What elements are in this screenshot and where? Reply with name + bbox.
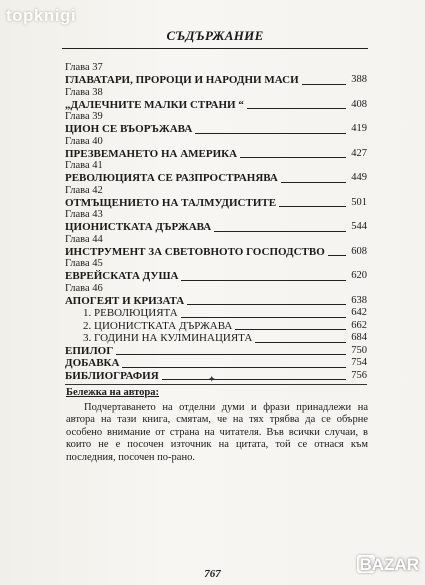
toc-page-number: 501 xyxy=(351,196,367,208)
toc-chapter-label: Глава 38 xyxy=(65,86,103,98)
toc-page-number: 419 xyxy=(351,123,367,134)
toc-leader-line xyxy=(162,379,346,380)
toc-entry xyxy=(65,270,367,283)
author-note-title: Бележка на автора: xyxy=(66,387,159,398)
toc-page-number: 750 xyxy=(351,344,367,356)
toc-leader-line xyxy=(122,367,346,368)
toc-entry-title: ГЛАВАТАРИ, ПРОРОЦИ И НАРОДНИ МАСИ xyxy=(65,74,299,86)
toc-entry xyxy=(65,295,367,308)
toc-subentry-title: 2. ЦИОНИСТКАТА ДЪРЖАВА xyxy=(83,319,233,332)
toc-entry-appendix xyxy=(65,357,367,370)
toc-entry xyxy=(65,221,367,234)
toc-page-number: 408 xyxy=(351,98,367,110)
toc-entry-bibliography xyxy=(65,370,367,383)
toc-entry-title: ИНСТРУМЕНТ ЗА СВЕТОВНОТО ГОСПОДСТВО xyxy=(65,245,325,258)
ornament-mark: ✦ xyxy=(208,374,216,384)
table-of-contents xyxy=(65,62,367,382)
toc-leader-line xyxy=(116,354,346,355)
toc-entry xyxy=(65,74,367,87)
toc-leader-line xyxy=(187,304,346,305)
toc-page-number: 684 xyxy=(351,332,367,343)
toc-leader-line xyxy=(181,280,346,281)
toc-entry-title: ДОБАВКА xyxy=(65,357,120,369)
toc-entry xyxy=(65,197,367,210)
toc-chapter-label: Глава 42 xyxy=(65,184,103,196)
toc-entry xyxy=(65,99,367,112)
bazar-logo xyxy=(359,549,419,577)
section-divider xyxy=(65,384,367,385)
toc-page-number: 756 xyxy=(351,369,367,381)
toc-entry-title: АПОГЕЯТ И КРИЗАТА xyxy=(65,294,185,307)
toc-entry-epilogue xyxy=(65,345,367,358)
toc-chapter-label: Глава 43 xyxy=(65,209,103,220)
author-note-text: Подчертаването на отделни думи и фрази принадлежи на автора на тази книга, смятам, че на тях трябва да се обърне особено внимание от страна на читателя. Във всички случаи, в които не е посочен източник на цитата, той се отнася към последния, посочен по-рано. xyxy=(66,401,368,463)
toc-page-number: 388 xyxy=(351,74,367,85)
page-header: СЪДЪРЖАНИЕ xyxy=(62,28,368,49)
toc-entry xyxy=(65,172,367,185)
toc-entry-title: ПРЕЗВЕМАНЕТО НА АМЕРИКА xyxy=(65,147,238,160)
toc-leader-line xyxy=(302,84,346,85)
toc-leader-line xyxy=(240,157,346,158)
toc-page-number: 754 xyxy=(351,357,367,368)
toc-page-number: 620 xyxy=(351,270,367,281)
toc-chapter-label: Глава 44 xyxy=(65,233,103,245)
toc-leader-line xyxy=(281,182,346,183)
toc-entry-title: РЕВОЛЮЦИЯТА СЕ РАЗПРОСТРАНЯВА xyxy=(65,172,278,184)
toc-chapter-label: Глава 40 xyxy=(65,135,103,147)
toc-page-number: 642 xyxy=(351,307,367,318)
toc-subentry xyxy=(65,307,367,320)
toc-page-number: 427 xyxy=(351,147,367,159)
bazar-logo-text: BAZAR xyxy=(359,555,419,574)
toc-chapter-label: Глава 41 xyxy=(65,160,103,171)
toc-page-number: 638 xyxy=(351,294,367,306)
toc-entry xyxy=(65,148,367,161)
toc-page-number: 608 xyxy=(351,245,367,257)
site-watermark: topknigi xyxy=(6,6,77,25)
toc-entry-title: БИБЛИОГРАФИЯ xyxy=(65,369,159,382)
toc-page-number: 544 xyxy=(351,221,367,232)
toc-entry-title: ЕПИЛОГ xyxy=(65,344,114,357)
toc-page-number: 662 xyxy=(351,319,367,331)
toc-leader-line xyxy=(328,255,346,256)
toc-entry-title: „ДАЛЕЧНИТЕ МАЛКИ СТРАНИ “ xyxy=(65,98,244,111)
toc-entry-title: ЦИОН СЕ ВЪОРЪЖАВА xyxy=(65,123,193,135)
toc-leader-line xyxy=(247,108,346,109)
toc-entry-title: ЕВРЕЙСКАТА ДУША xyxy=(65,270,179,282)
toc-entry-title: ЦИОНИСТКАТА ДЪРЖАВА xyxy=(65,221,212,233)
toc-subentry-title: 1. РЕВОЛЮЦИЯТА xyxy=(83,307,178,319)
toc-chapter-label: Глава 46 xyxy=(65,282,103,294)
toc-entry xyxy=(65,246,367,259)
toc-subentry xyxy=(65,332,367,345)
toc-entry-title: ОТМЪЩЕНИЕТО НА ТАЛМУДИСТИТЕ xyxy=(65,196,277,209)
toc-subentry-title: 3. ГОДИНИ НА КУЛМИНАЦИЯТА xyxy=(83,332,253,344)
toc-leader-line xyxy=(235,329,346,330)
toc-leader-line xyxy=(214,231,346,232)
toc-leader-line xyxy=(279,206,346,207)
toc-page-number: 449 xyxy=(351,172,367,183)
toc-leader-line xyxy=(255,342,346,343)
toc-entry xyxy=(65,123,367,136)
toc-subentry xyxy=(65,320,367,333)
toc-chapter-label: Глава 39 xyxy=(65,111,103,122)
toc-chapter-label: Глава 37 xyxy=(65,62,103,73)
toc-leader-line xyxy=(181,317,346,318)
page-number: 767 xyxy=(204,568,221,580)
author-note xyxy=(66,387,368,464)
toc-chapter-label: Глава 45 xyxy=(65,258,103,269)
toc-leader-line xyxy=(195,133,346,134)
